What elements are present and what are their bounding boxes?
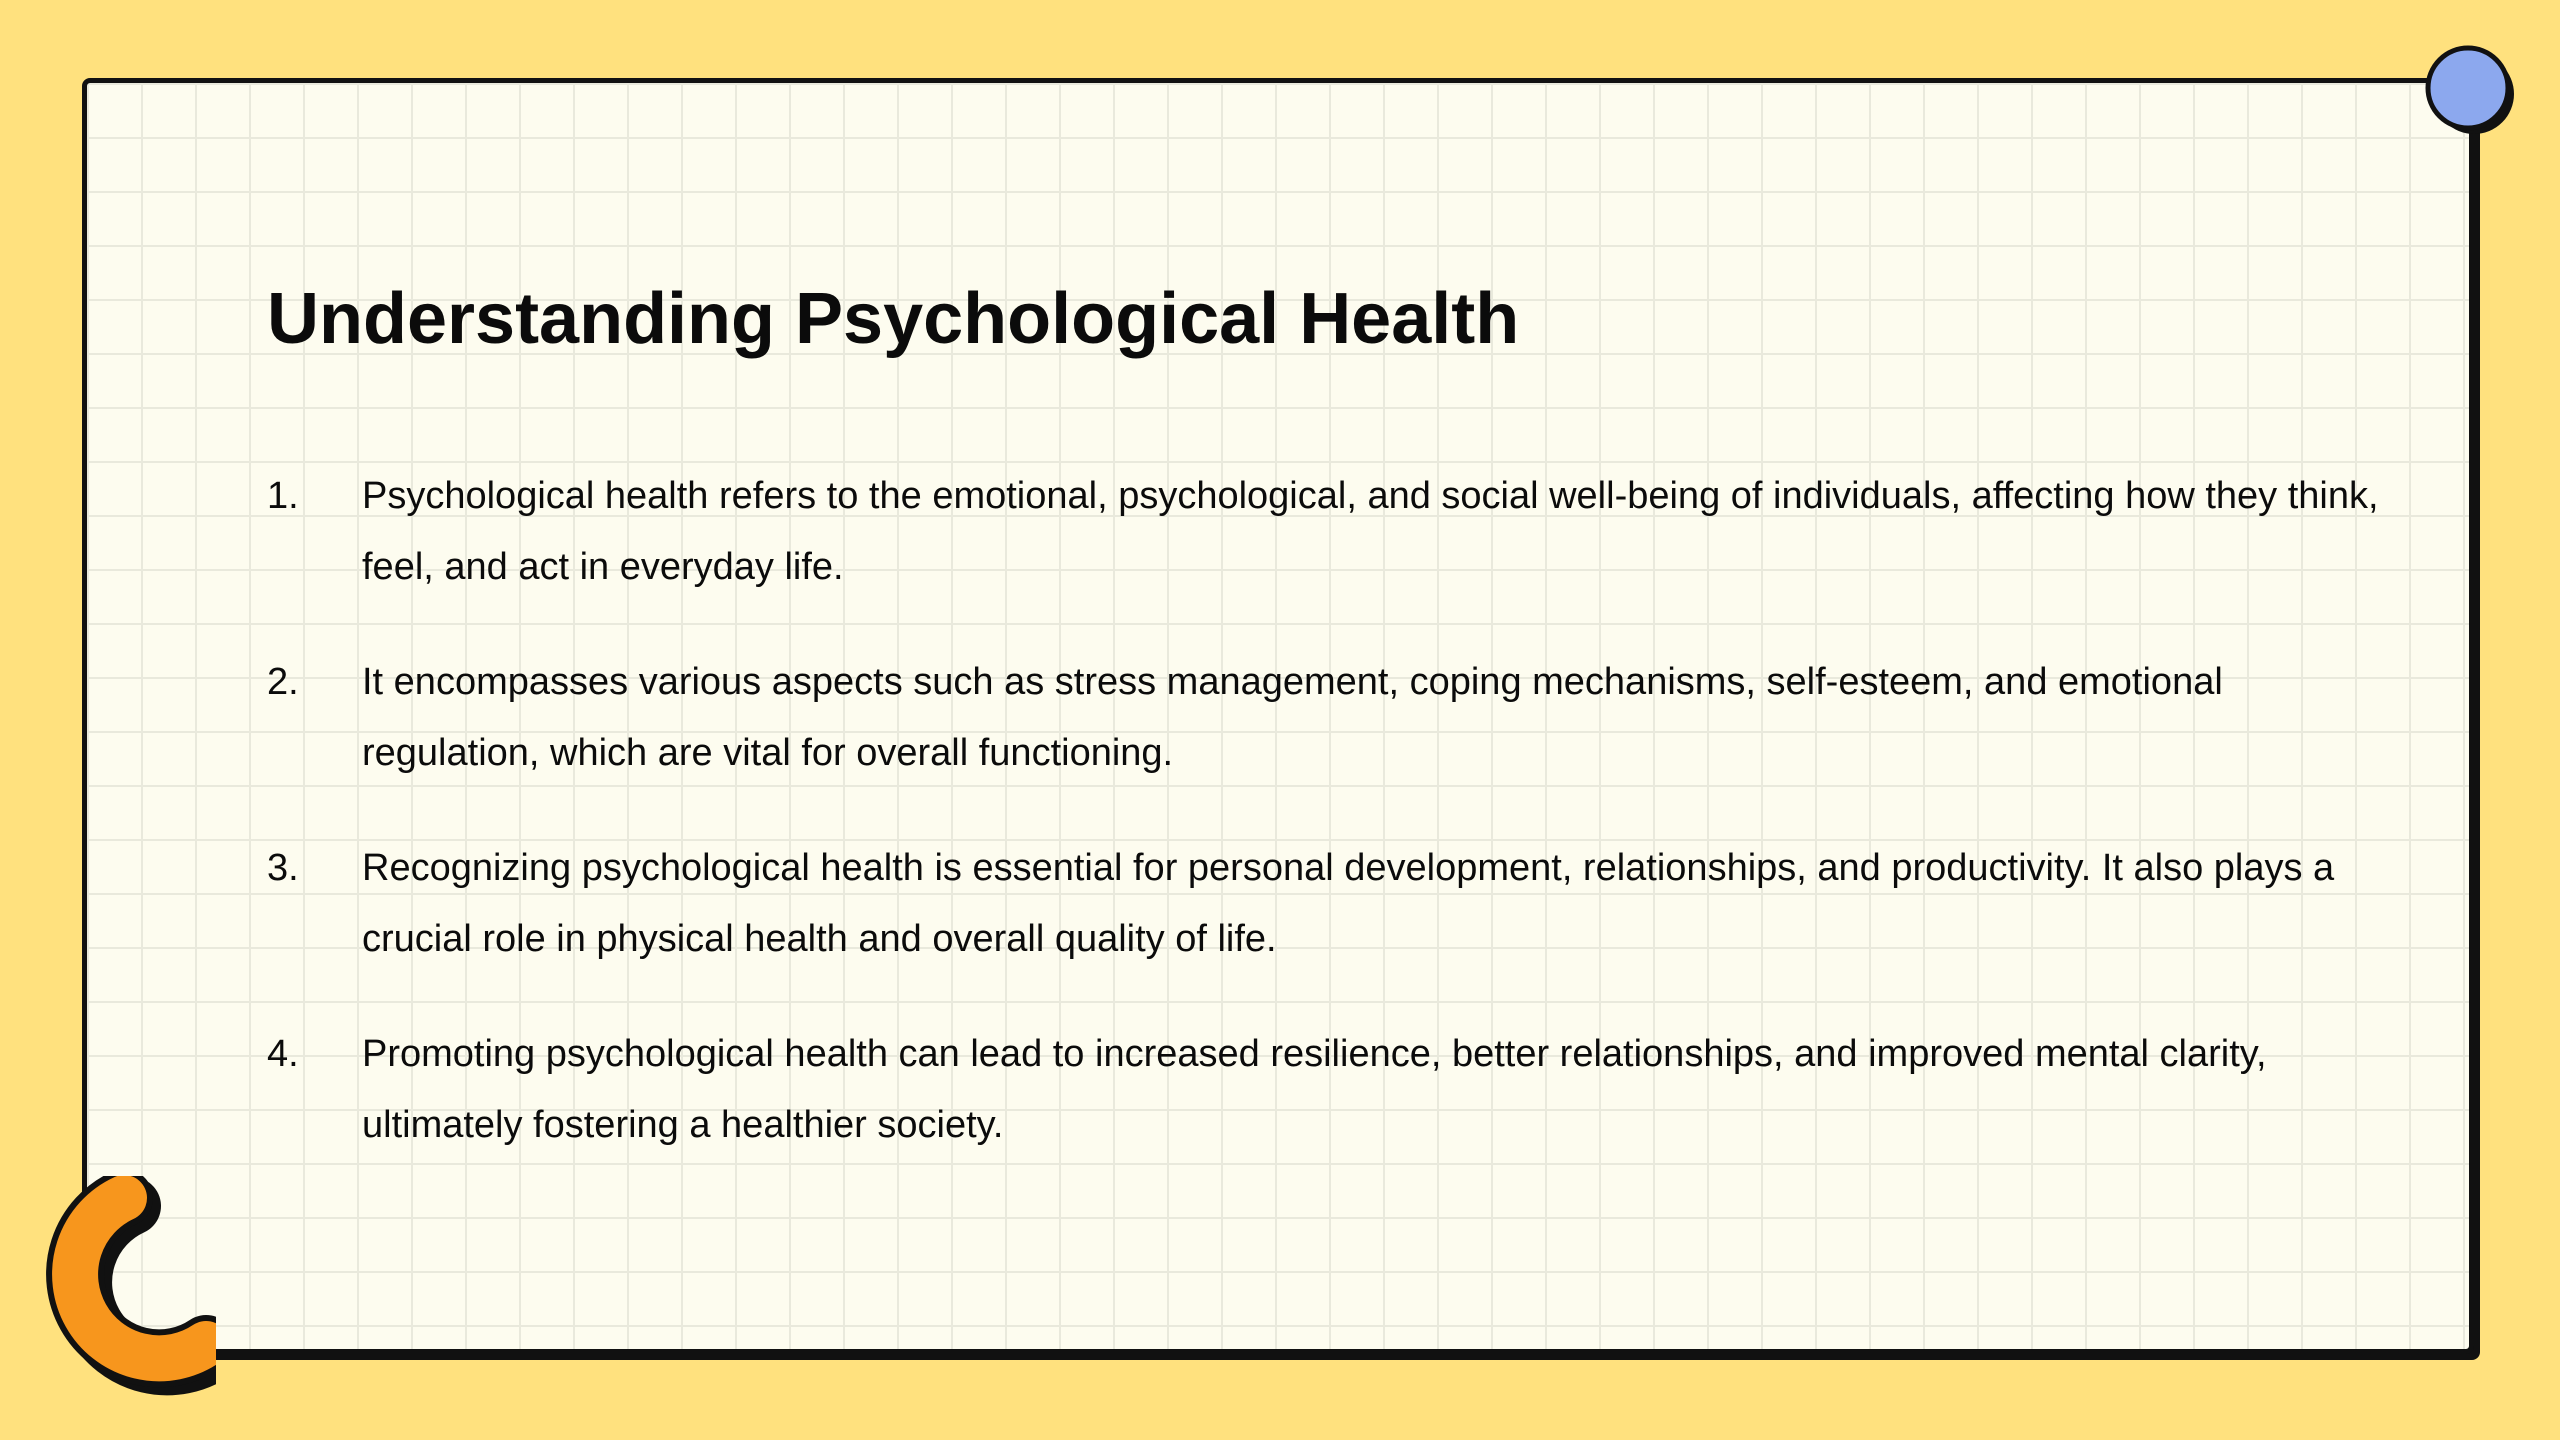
item-number: 2.: [267, 661, 299, 703]
item-text: Recognizing psychological health is essential for personal development, relationships, and productivity. It also plays a crucial role in physical health and overall quality of life.: [362, 847, 2335, 960]
list-item: [267, 833, 2407, 975]
item-number: 4.: [267, 1033, 299, 1075]
item-text: Psychological health refers to the emotional, psychological, and social well-being of individuals, affecting how they think, feel, and act in everyday life.: [362, 475, 2379, 588]
content-card: [82, 78, 2474, 1354]
circle-decoration-icon: [2424, 44, 2516, 136]
item-number: 3.: [267, 847, 299, 889]
item-text: It encompasses various aspects such as stress management, coping mechanisms, self-esteem, and emotional regulation, which are vital for overall functioning.: [362, 661, 2223, 774]
list-item: [267, 1019, 2407, 1161]
c-shape-decoration-icon: [16, 1176, 216, 1406]
numbered-list: [267, 461, 2407, 1205]
item-number: 1.: [267, 475, 299, 517]
list-item: [267, 647, 2407, 789]
list-item: [267, 461, 2407, 603]
item-text: Promoting psychological health can lead to increased resilience, better relationships, and improved mental clarity, ultimately fostering a healthier society.: [362, 1033, 2267, 1146]
slide-title: Understanding Psychological Health: [267, 279, 1520, 359]
